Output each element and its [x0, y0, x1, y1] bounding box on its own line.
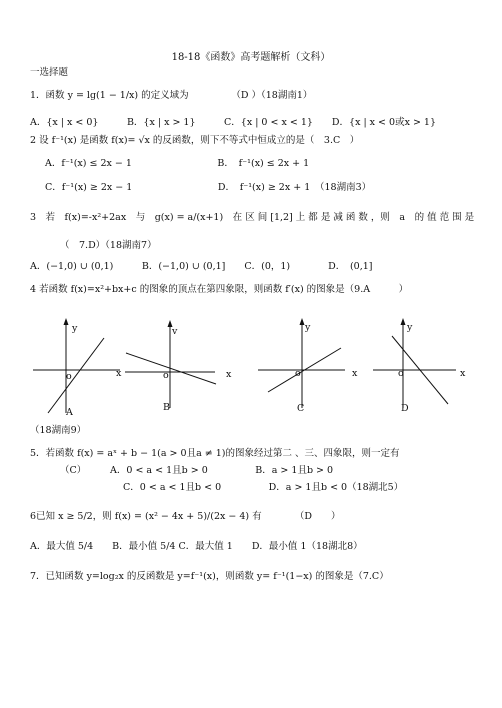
graph-b-origin: o	[163, 370, 169, 381]
arrow-icon	[64, 318, 69, 325]
graph-d-label: D	[401, 403, 409, 414]
graph-line	[126, 353, 216, 384]
question-5: 5．若函数 f(x) = aˣ + b − 1(a > 0且a ≠ 1)的图象经过第二 、三、四象限，则一定有	[30, 448, 400, 459]
graph-line	[48, 338, 104, 413]
graph-c-origin: o	[295, 368, 301, 379]
question-7: 7．已知函数 y=log₂x 的反函数是 y=f⁻¹(x)，则函数 y= f⁻¹(1−x) 的图象是（7.C）	[30, 571, 389, 582]
question-3-options: A．(−1,0) ∪ (0,1) B．(−1,0) ∪ (0,1] C．(0，1) D． (0,1]	[30, 261, 373, 272]
question-3: 3 若 f(x)=-x²+2ax 与 g(x) = a/(x+1) 在 区 间 [1,2] 上 都 是 减 函 数 ，则 a 的 值 范 围 是	[30, 212, 475, 223]
question-3-source: （ 7.D）（18湖南7）	[60, 240, 157, 251]
graph-d-ylabel: y	[407, 322, 413, 333]
arrow-icon	[401, 318, 406, 325]
graph-a-xlabel: x	[116, 368, 122, 379]
question-5-options-ab: （C） A．0 < a < 1且b > 0 B．a > 1且b > 0	[60, 465, 334, 476]
question-2: 2 设 f⁻¹(x) 是函数 f(x)= √x 的反函数，则下不等式中恒成立的是（ 3.C ）	[30, 135, 360, 146]
question-4-source: （18湖南9）	[30, 425, 87, 436]
question-2-options-ab: A．f⁻¹(x) ≤ 2x − 1 B． f⁻¹(x) ≤ 2x + 1	[45, 158, 310, 169]
question-2-options-cd: C．f⁻¹(x) ≥ 2x − 1 D． f⁻¹(x) ≥ 2x + 1 （18湖南3）	[45, 182, 372, 193]
graph-a-ylabel: y	[72, 323, 78, 334]
graph-c-xlabel: x	[352, 368, 358, 379]
graph-d-xlabel: x	[460, 368, 466, 379]
graph-c-ylabel: y	[305, 322, 311, 333]
graph-d	[370, 318, 460, 410]
document-title: 18-18《函数》高考题解析（文科）	[171, 52, 331, 63]
graph-c	[255, 318, 350, 410]
question-1-options: A．{x | x < 0} B．{x | x > 1} C．{x | 0 < x < 1} D．{x | x < 0或x > 1}	[30, 117, 437, 128]
question-6-options: A．最大值 5/4 B．最小值 5/4 C．最大值 1 D．最小值 1（18湖北8）	[30, 541, 363, 552]
graph-b	[120, 320, 220, 410]
question-4: 4 若函数 f(x)=x²+bx+c 的图象的顶点在第四象限，则函数 f′(x) 的图象是（9.A ）	[30, 284, 409, 295]
question-5-options-cd: C．0 < a < 1且b < 0 D．a > 1且b < 0（18湖北5）	[123, 482, 404, 493]
graph-d-origin: o	[398, 368, 404, 379]
graph-a-origin: o	[66, 371, 72, 382]
question-6: 6已知 x ≥ 5/2，则 f(x) = (x² − 4x + 5)/(2x − 4) 有 （D ）	[30, 511, 341, 522]
graph-b-xlabel: x	[226, 369, 232, 380]
graph-a	[28, 318, 128, 418]
graph-b-label: B	[163, 402, 170, 413]
section-heading: 一选择题	[30, 67, 69, 78]
graph-c-label: C	[297, 403, 305, 414]
arrow-icon	[300, 318, 305, 325]
graph-b-ylabel: v	[172, 326, 178, 337]
graph-a-label: A	[66, 407, 73, 418]
question-1: 1．函数 y = lg(1 − 1/x) 的定义域为 （D ）（18湖南1）	[30, 90, 313, 101]
